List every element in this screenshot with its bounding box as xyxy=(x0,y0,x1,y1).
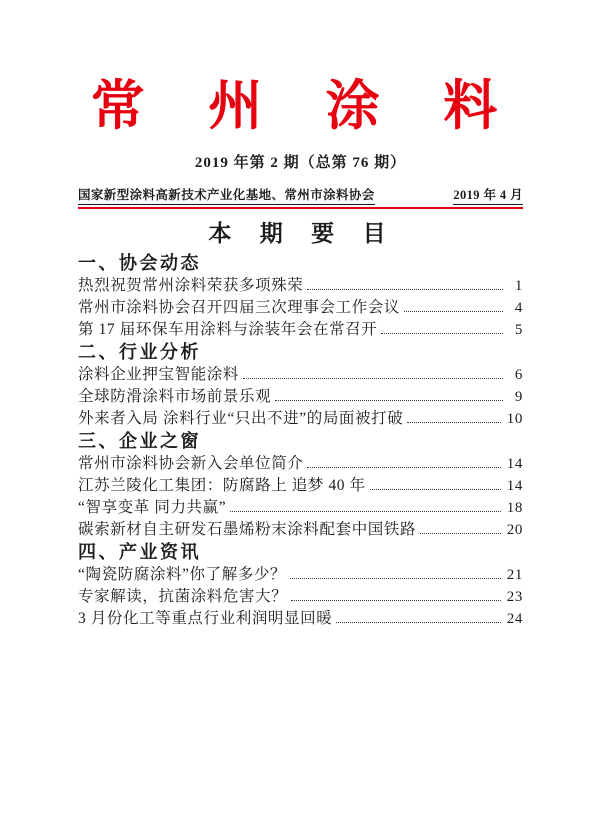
toc-item-title: 涂料企业押宝智能涂料 xyxy=(78,366,240,384)
toc-section-heading: 四、产业资讯 xyxy=(78,542,201,563)
toc-section-items xyxy=(78,453,523,541)
toc-item-page: 10 xyxy=(506,411,523,428)
toc-section-heading: 三、企业之窗 xyxy=(78,431,201,452)
toc-item-title: 常州市涂料协会新入会单位简介 xyxy=(78,455,304,473)
dot-leader xyxy=(291,600,500,601)
toc-item-title: 碳索新材自主研发石墨烯粉末涂料配套中国铁路 xyxy=(78,521,417,539)
toc-item-page: 18 xyxy=(506,500,523,517)
issue-date: 2019 年 4 月 xyxy=(453,185,523,205)
toc-item-page: 5 xyxy=(514,322,523,339)
dot-leader xyxy=(381,333,503,334)
toc-item-page: 4 xyxy=(514,300,523,317)
toc-item xyxy=(78,586,523,608)
toc-item xyxy=(78,453,523,475)
dot-leader xyxy=(275,400,503,401)
toc-section-items xyxy=(78,564,523,630)
toc-item-title: 全球防滑涂料市场前景乐观 xyxy=(78,388,272,406)
toc-item-title: 专家解读，抗菌涂料危害大？ xyxy=(78,588,288,606)
toc-item-page: 23 xyxy=(506,589,523,606)
toc-item-page: 24 xyxy=(506,611,523,628)
masthead-row xyxy=(78,185,523,209)
contents-heading: 本 期 要 目 xyxy=(208,220,393,247)
toc-sections xyxy=(78,252,523,630)
toc-item-title: 第 17 届环保车用涂料与涂装年会在常召开 xyxy=(78,321,378,339)
toc-section-heading: 一、协会动态 xyxy=(78,253,201,274)
toc-item xyxy=(78,386,523,408)
toc-item-page: 21 xyxy=(506,567,523,584)
publication-title: 常 州 涂 料 xyxy=(90,76,511,136)
toc-item xyxy=(78,475,523,497)
toc-section xyxy=(78,252,523,341)
magazine-toc-page xyxy=(0,72,600,819)
toc-item xyxy=(78,364,523,386)
toc-item-title: “智享变革 同力共赢” xyxy=(78,499,227,517)
toc-item-page: 9 xyxy=(514,389,523,406)
toc-item xyxy=(78,497,523,519)
toc-section xyxy=(78,430,523,541)
toc-item-title: 常州市涂料协会召开四届三次理事会工作会议 xyxy=(78,299,401,317)
toc-section xyxy=(78,541,523,630)
dot-leader xyxy=(420,533,501,534)
toc-item-title: 江苏兰陵化工集团：防腐路上 追梦 40 年 xyxy=(78,477,366,495)
dot-leader xyxy=(307,467,500,468)
dot-leader xyxy=(407,422,500,423)
dot-leader xyxy=(290,578,501,579)
toc-section-items xyxy=(78,275,523,341)
toc-item-title: 热烈祝贺常州涂料荣获多项殊荣 xyxy=(78,277,304,295)
toc-item-page: 6 xyxy=(514,367,523,384)
dot-leader xyxy=(404,311,503,312)
dot-leader xyxy=(307,289,503,290)
dot-leader xyxy=(243,378,503,379)
toc-item-page: 20 xyxy=(506,522,523,539)
toc-item xyxy=(78,275,523,297)
toc-section xyxy=(78,341,523,430)
toc-item xyxy=(78,519,523,541)
toc-section-items xyxy=(78,364,523,430)
toc-item-title: 外来者入局 涂料行业“只出不进”的局面被打破 xyxy=(78,410,404,428)
toc-item xyxy=(78,564,523,586)
toc-item xyxy=(78,297,523,319)
issue-line: 2019 年第 2 期（总第 76 期） xyxy=(194,155,407,172)
toc-item xyxy=(78,608,523,630)
toc-item-page: 14 xyxy=(506,456,523,473)
toc-item xyxy=(78,408,523,430)
dot-leader xyxy=(336,622,500,623)
toc-item xyxy=(78,319,523,341)
toc-item-page: 1 xyxy=(514,278,523,295)
dot-leader xyxy=(230,511,501,512)
dot-leader xyxy=(370,489,501,490)
toc-item-title: 3 月份化工等重点行业利润明显回暖 xyxy=(78,610,333,628)
toc-item-page: 14 xyxy=(506,478,523,495)
toc-section-heading: 二、行业分析 xyxy=(78,342,201,363)
publisher-line: 国家新型涂料高新技术产业化基地、常州市涂料协会 xyxy=(78,185,375,205)
toc-item-title: “陶瓷防腐涂料”你了解多少？ xyxy=(78,566,287,584)
